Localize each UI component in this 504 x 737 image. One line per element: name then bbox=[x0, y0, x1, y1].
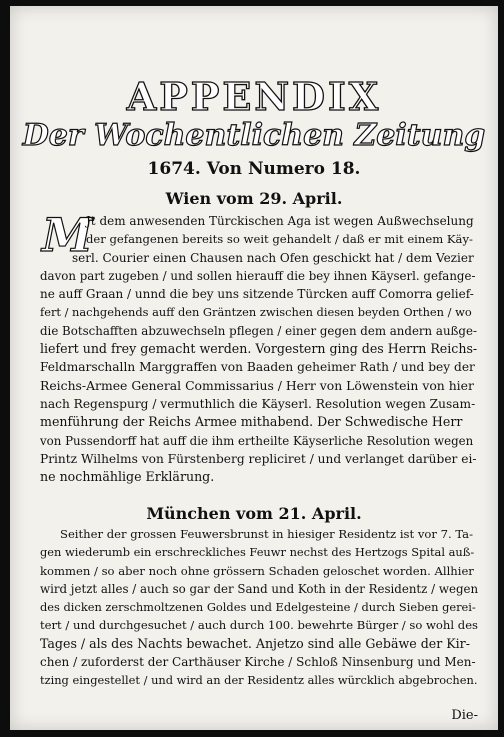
article-line: menführung der Reichs Armee mithabend. Der Schwedische Herr bbox=[40, 414, 463, 430]
article-line: Seither der grossen Feuwersbrunst in hiesiger Residentz ist vor 7. Ta- bbox=[60, 527, 473, 541]
dateline-muenchen: München vom 21. April. bbox=[146, 504, 362, 523]
article-line: fert / nachgehends auff den Gräntzen zwischen diesen beyden Orthen / wo bbox=[40, 305, 472, 320]
article-line: chen / zuforderst der Carthäuser Kirche / Schloß Ninsenburg und Men- bbox=[40, 655, 476, 670]
article-line: liefert und frey gemacht werden. Vorgestern ging des Herrn Reichs- bbox=[40, 341, 478, 357]
article-line: ne auff Graan / unnd die bey uns sitzende Türcken auff Comorra gelief- bbox=[40, 287, 474, 302]
article-line: tert / und durchgesuchet / auch durch 100. bewehrte Bürger / so wohl des bbox=[40, 618, 479, 633]
article-line: von Pussendorff hat auff die ihm ertheilte Käyserliche Resolution wegen bbox=[40, 433, 474, 448]
article-line: Jt dem anwesenden Türckischen Aga ist wegen Außwechselung bbox=[86, 214, 474, 228]
article-line: nach Regenspurg / vermuthlich die Käyserl. Resolution wegen Zusam- bbox=[40, 396, 476, 411]
article-line: ne nochmählige Erklärung. bbox=[40, 469, 215, 485]
issue-number: 1674. Von Numero 18. bbox=[147, 159, 361, 179]
article-muenchen bbox=[40, 525, 478, 690]
article-line: davon part zugeben / und sollen hierauff die bey ihnen Käyserl. gefange- bbox=[40, 268, 476, 283]
article-line: Printz Wilhelms von Fürstenberg repliciret / und verlanget darüber ei- bbox=[40, 451, 477, 466]
page-subtitle: Der Wochentlichen Zeitung bbox=[22, 118, 486, 153]
newspaper-page bbox=[10, 6, 498, 730]
article-wien bbox=[40, 208, 478, 486]
article-line: wird jetzt alles / auch so gar der Sand und Koth in der Residentz / wegen bbox=[40, 581, 479, 596]
article-line: Feldmarschalln Marggraffen von Baaden geheimer Rath / und bey der bbox=[40, 360, 475, 375]
catchword: Die- bbox=[451, 708, 478, 723]
article-line: kommen / so aber noch ohne grössern Schaden geloschet worden. Allhier bbox=[40, 563, 474, 578]
drop-cap: M bbox=[42, 208, 93, 262]
page-title: APPENDIX bbox=[126, 74, 382, 119]
article-line: Reichs-Armee General Commissarius / Herr von Löwenstein von hier bbox=[40, 377, 474, 393]
article-line: des dicken zerschmoltzenen Goldes und Edelgesteine / durch Sieben gerei- bbox=[40, 600, 476, 615]
article-line: gen wiederumb ein erschreckliches Feuwr nechst des Hertzogs Spital auß- bbox=[40, 545, 475, 560]
article-line: tzing eingestellet / und wird an der Residentz alles würcklich abgebrochen. bbox=[40, 673, 478, 688]
article-line: die Botschafften abzuwechseln pflegen / einer gegen dem andern außge- bbox=[40, 323, 477, 338]
article-line: serl. Courier einen Chausen nach Ofen geschickt hat / dem Vezier bbox=[72, 250, 474, 265]
article-line: der gefangenen bereits so weit gehandelt / daß er mit einem Käy- bbox=[86, 232, 473, 247]
dateline-wien: Wien vom 29. April. bbox=[165, 189, 343, 208]
article-line: Tages / als des Nachts bewachet. Anjetzo sind alle Gebäwe der Kir- bbox=[40, 635, 470, 651]
